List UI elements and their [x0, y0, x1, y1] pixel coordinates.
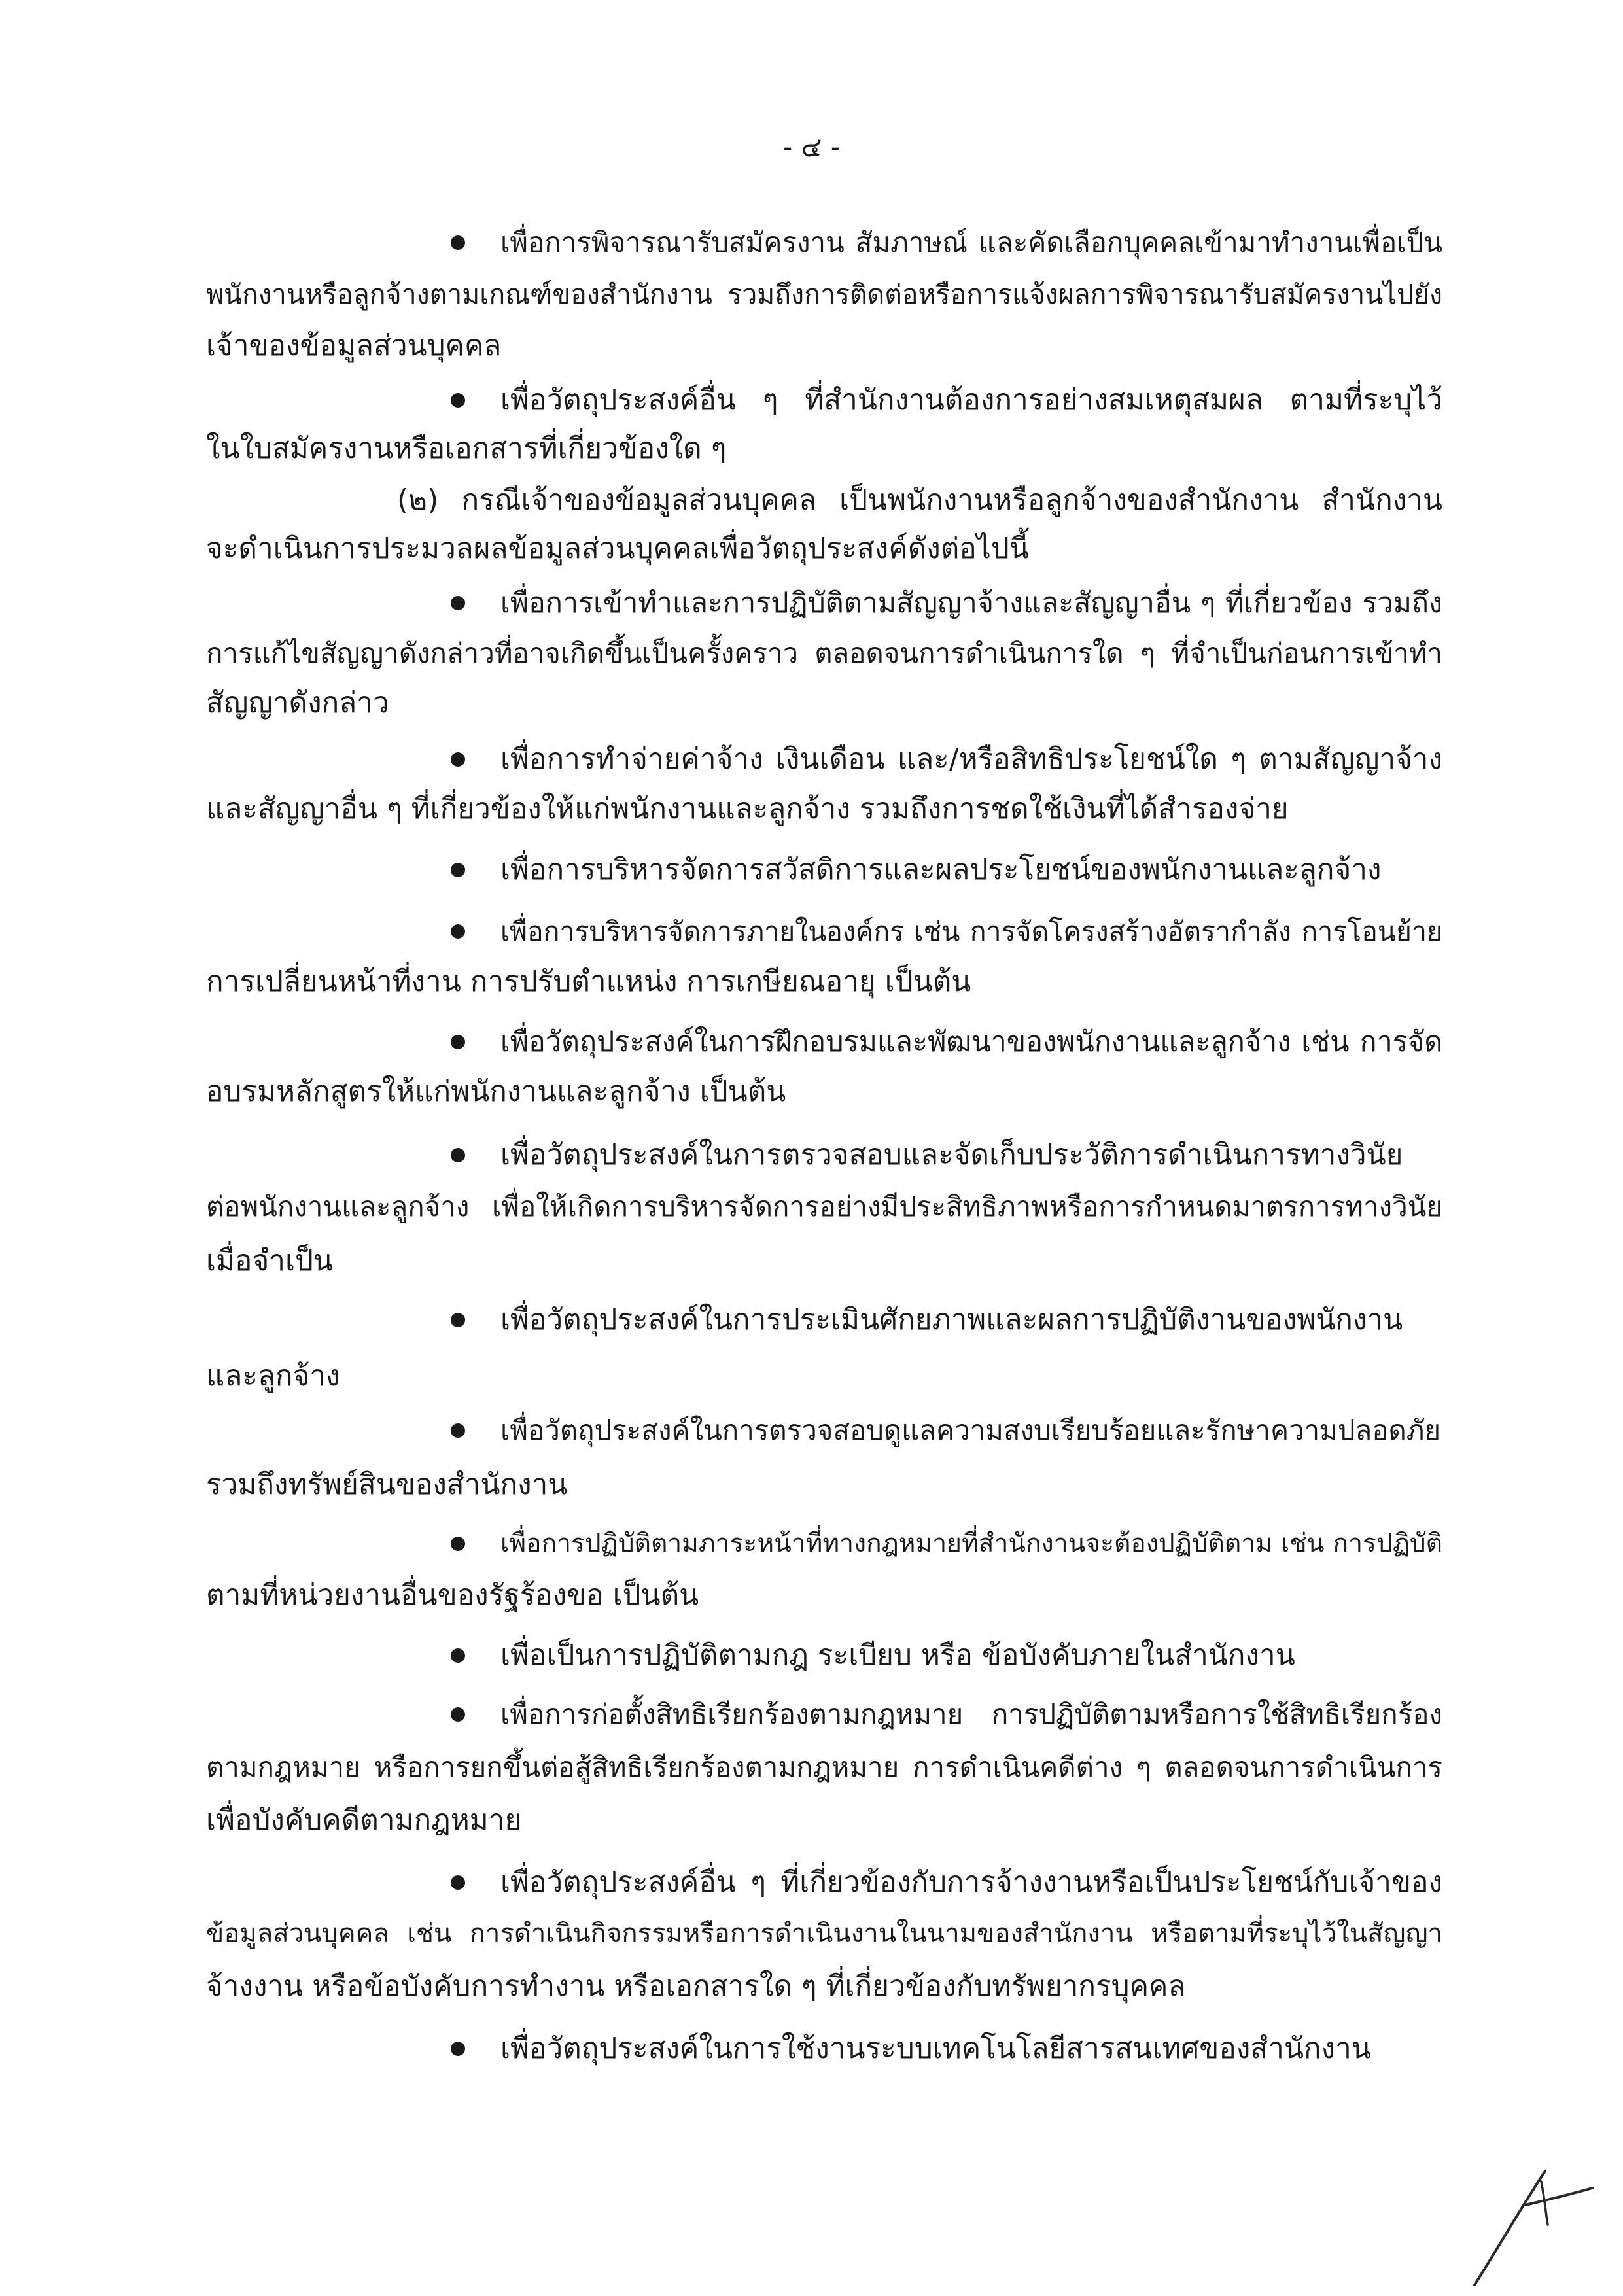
text-line: เมื่อจำเป็น	[206, 1244, 334, 1278]
text-line: เพื่อวัตถุประสงค์ในการใช้งานระบบเทคโนโลยีสารสนเทศของสำนักงาน	[500, 2032, 1371, 2065]
text-line: เจ้าของข้อมูลส่วนบุคคล	[206, 329, 502, 362]
bullet-icon	[451, 1313, 465, 1327]
text-line: ในใบสมัครงานหรือเอกสารที่เกี่ยวข้องใด ๆ	[206, 432, 727, 465]
text-line: การแก้ไขสัญญาดังกล่าวที่อาจเกิดขึ้นเป็นครั้งคราว ตลอดจนการดำเนินการใด ๆ ที่จำเป็นก่อนการเข้าทำ	[206, 637, 1442, 669]
text-line: เพื่อการเข้าทำและการปฏิบัติตามสัญญาจ้างและสัญญาอื่น ๆ ที่เกี่ยวข้อง รวมถึง	[500, 587, 1442, 619]
text-line: เพื่อวัตถุประสงค์อื่น ๆ ที่เกี่ยวข้องกับการจ้างงานหรือเป็นประโยชน์กับเจ้าของ	[500, 1866, 1442, 1899]
bullet-icon	[451, 2042, 465, 2056]
text-line: เพื่อวัตถุประสงค์ในการตรวจสอบและจัดเก็บประวัติการดำเนินการทางวินัย	[500, 1138, 1403, 1172]
text-line: เพื่อการปฏิบัติตามภาระหน้าที่ทางกฎหมายที่สำนักงานจะต้องปฏิบัติตาม เช่น การปฏิบัติ	[500, 1529, 1442, 1558]
bullet-icon	[451, 1423, 465, 1438]
text-line: รวมถึงทรัพย์สินของสำนักงาน	[206, 1468, 568, 1501]
text-line: จะดำเนินการประมวลผลข้อมูลส่วนบุคคลเพื่อวัตถุประสงค์ดังต่อไปนี้	[206, 532, 1029, 565]
bullet-icon	[451, 393, 465, 408]
handwritten-signature	[1465, 2162, 1596, 2289]
text-line: เพื่อวัตถุประสงค์ในการฝึกอบรมและพัฒนาของพนักงานและลูกจ้าง เช่น การจัด	[500, 1026, 1442, 1058]
text-line: พนักงานหรือลูกจ้างตามเกณฑ์ของสำนักงาน รวมถึงการติดต่อหรือการแจ้งผลการพิจารณารับสมัครงานไปยัง	[206, 279, 1442, 310]
text-line: เพื่อการบริหารจัดการภายในองค์กร เช่น การจัดโครงสร้างอัตรากำลัง การโอนย้าย	[500, 916, 1442, 947]
text-line: เพื่อเป็นการปฏิบัติตามกฎ ระเบียบ หรือ ข้อบังคับภายในสำนักงาน	[500, 1639, 1295, 1672]
text-line: ตามกฎหมาย หรือการยกขึ้นต่อสู้สิทธิเรียกร้องตามกฎหมาย การดำเนินคดีต่าง ๆ ตลอดจนการดำเนินการ	[206, 1751, 1442, 1783]
bullet-icon	[451, 596, 465, 610]
text-line: เพื่อการพิจารณารับสมัครงาน สัมภาษณ์ และคัดเลือกบุคคลเข้ามาทำงานเพื่อเป็น	[500, 226, 1442, 258]
text-line: เพื่อการบริหารจัดการสวัสดิการและผลประโยชน์ของพนักงานและลูกจ้าง	[500, 853, 1382, 886]
text-line: และลูกจ้าง	[206, 1359, 340, 1393]
bullet-icon	[451, 1707, 465, 1722]
text-line: สัญญาดังกล่าว	[206, 686, 389, 720]
text-line: เพื่อวัตถุประสงค์ในการตรวจสอบดูแลความสงบเรียบร้อยและรักษาความปลอดภัย	[500, 1414, 1441, 1446]
bullet-icon	[451, 924, 465, 939]
page-number: - ๔ -	[782, 131, 841, 163]
text-line: เพื่อการทำจ่ายค่าจ้าง เงินเดือน และ/หรือสิทธิประโยชน์ใด ๆ ตามสัญญาจ้าง	[500, 742, 1442, 776]
text-line: เพื่อวัตถุประสงค์อื่น ๆ ที่สำนักงานต้องการอย่างสมเหตุสมผล ตามที่ระบุไว้	[500, 383, 1442, 417]
text-line: จ้างงาน หรือข้อบังคับการทำงาน หรือเอกสารใด ๆ ที่เกี่ยวข้องกับทรัพยากรบุคคล	[206, 1970, 1186, 2003]
bullet-icon	[451, 235, 465, 250]
text-line: (๒) กรณีเจ้าของข้อมูลส่วนบุคคล เป็นพนักงานหรือลูกจ้างของสำนักงาน สำนักงาน	[397, 483, 1442, 517]
text-line: ตามที่หน่วยงานอื่นของรัฐร้องขอ เป็นต้น	[206, 1578, 699, 1612]
text-line: อบรมหลักสูตรให้แก่พนักงานและลูกจ้าง เป็นต้น	[206, 1075, 786, 1108]
bullet-icon	[451, 1648, 465, 1663]
text-line: และสัญญาอื่น ๆ ที่เกี่ยวข้องให้แก่พนักงานและลูกจ้าง รวมถึงการชดใช้เงินที่ได้สำรองจ่าย	[206, 792, 1289, 826]
bullet-icon	[451, 863, 465, 877]
bullet-icon	[451, 1875, 465, 1890]
text-line: ต่อพนักงานและลูกจ้าง เพื่อให้เกิดการบริหารจัดการอย่างมีประสิทธิภาพหรือการกำหนดมาตรการทางวินัย	[206, 1191, 1442, 1223]
bullet-icon	[451, 1537, 465, 1551]
text-line: เพื่อการก่อตั้งสิทธิเรียกร้องตามกฎหมาย การปฏิบัติตามหรือการใช้สิทธิเรียกร้อง	[500, 1698, 1442, 1730]
text-line: การเปลี่ยนหน้าที่งาน การปรับตำแหน่ง การเกษียณอายุ เป็นต้น	[206, 965, 971, 998]
bullet-icon	[451, 752, 465, 767]
bullet-icon	[451, 1148, 465, 1162]
text-line: ข้อมูลส่วนบุคคล เช่น การดำเนินกิจกรรมหรือการดำเนินงานในนามของสำนักงาน หรือตามที่ระบุไว้ในสัญญา	[206, 1919, 1442, 1949]
text-line: เพื่อบังคับคดีตามกฎหมาย	[206, 1803, 522, 1837]
text-line: เพื่อวัตถุประสงค์ในการประเมินศักยภาพและผลการปฏิบัติงานของพนักงาน	[500, 1303, 1403, 1336]
bullet-icon	[451, 1035, 465, 1049]
